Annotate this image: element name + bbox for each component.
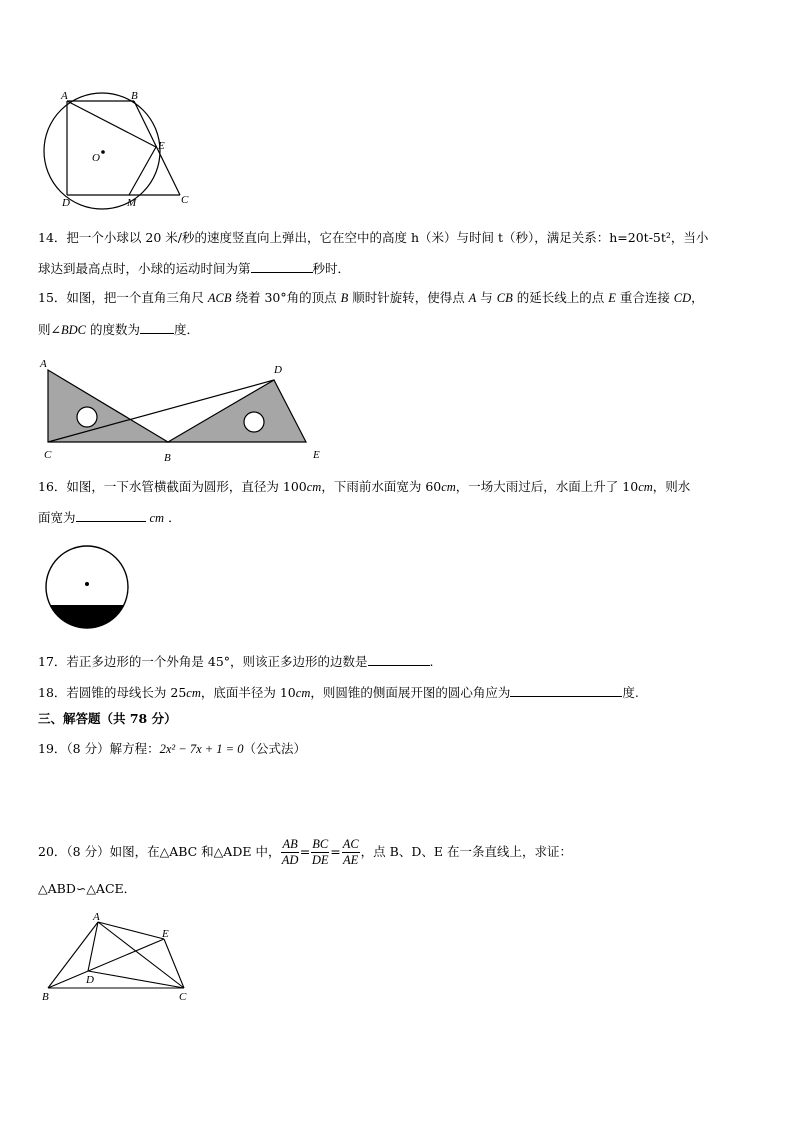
label-a: A xyxy=(61,90,68,102)
q18-text: ，则圆锥的侧面展开图的圆心角应为 xyxy=(310,685,511,700)
q15-var: ACB xyxy=(207,291,232,305)
figure-circle-trapezoid xyxy=(30,85,200,210)
q15-var: BDC xyxy=(60,323,86,337)
label-b: B xyxy=(131,90,138,102)
q20-statement: △ABD∽△ACE． xyxy=(38,881,137,896)
segment-dc xyxy=(88,971,184,988)
q16-unit: cm xyxy=(638,480,653,494)
figure-rotated-set-squares xyxy=(30,352,330,467)
q15-text: 与 xyxy=(476,290,497,305)
question-16-line-2 xyxy=(38,508,181,527)
triangle-bde xyxy=(168,380,306,442)
fraction-denominator: AE xyxy=(343,853,359,867)
segment-ae xyxy=(98,922,164,939)
q15-text: 则∠ xyxy=(38,322,61,337)
section-3-heading xyxy=(38,710,177,728)
answer-blank-15[interactable] xyxy=(140,320,174,334)
q15-text: 度． xyxy=(173,322,199,337)
label-b: B xyxy=(164,452,171,464)
q15-text: 的度数为 xyxy=(85,322,140,337)
center-dot xyxy=(85,582,89,586)
q16-text: 面宽为 xyxy=(38,510,76,525)
q16-text: ． xyxy=(168,510,181,525)
fraction-ab-ad xyxy=(281,837,298,868)
q15-text: 绕着 30°角的顶点 xyxy=(231,290,341,305)
segment-bc xyxy=(134,101,180,195)
label-c: C xyxy=(179,991,187,1003)
q14-text-3: 秒时． xyxy=(312,261,351,276)
center-dot xyxy=(101,150,105,154)
q16-unit: cm xyxy=(441,480,456,494)
hole-right xyxy=(244,412,264,432)
label-b: B xyxy=(42,991,49,1003)
q15-text: 15．如图，把一个直角三角尺 xyxy=(38,290,208,305)
q15-var: E xyxy=(608,291,616,305)
question-18 xyxy=(38,683,639,702)
fraction-ac-ae xyxy=(342,837,360,868)
q15-text: 重合连接 xyxy=(615,290,674,305)
label-d: D xyxy=(62,197,70,209)
fraction-numerator: AC xyxy=(342,837,359,851)
answer-blank-14[interactable] xyxy=(251,259,313,273)
section-3-title: 三、解答题（共 78 分） xyxy=(38,711,177,726)
q18-unit: cm xyxy=(295,686,311,700)
q16-text: ，则水 xyxy=(652,479,691,494)
triangle-acb xyxy=(48,370,168,442)
hole-left xyxy=(77,407,97,427)
fraction-bc-de xyxy=(311,837,329,868)
q15-var: A xyxy=(468,291,477,305)
q18-unit: cm xyxy=(186,686,201,700)
q14-text-2: 球达到最高点时，小球的运动时间为第 xyxy=(38,261,251,276)
q17-text: 17．若正多边形的一个外角是 45°，则该正多边形的边数是 xyxy=(38,654,368,669)
q14-text-1: 14．把一个小球以 20 米/秒的速度竖直向上弹出，它在空中的高度 h（米）与时间 t（秒），满足关系：h=20t-5t²，当小 xyxy=(38,230,709,245)
question-20-line-1 xyxy=(38,834,572,870)
q19-text: 19．（8 分）解方程： xyxy=(38,741,160,756)
question-15-line-2 xyxy=(38,320,199,339)
q16-text: ，下雨前水面宽为 xyxy=(321,479,426,494)
q15-text: ， xyxy=(691,290,704,305)
segment-ae xyxy=(67,101,156,147)
q19-text: （公式法） xyxy=(243,741,307,756)
q16-unit: cm xyxy=(149,511,165,525)
question-15-line-1 xyxy=(38,289,704,307)
q18-text: 18．若圆锥的母线长为 xyxy=(38,685,171,700)
figure-similar-triangles xyxy=(36,908,196,1008)
label-a: A xyxy=(93,911,100,923)
q16-unit: cm xyxy=(306,480,322,494)
q16-text: 16．如图，一下水管横截面为圆形，直径为 xyxy=(38,479,283,494)
q16-number: 60 xyxy=(425,479,442,494)
q18-text: ，底面半径为 xyxy=(200,685,280,700)
segment-em xyxy=(129,147,156,195)
question-17 xyxy=(38,652,434,671)
q18-number: 25 xyxy=(170,685,187,700)
label-e: E xyxy=(158,140,165,152)
q20-text: 20．（8 分）如图，在△ABC 和△ADE 中， xyxy=(38,844,281,859)
label-c: C xyxy=(44,449,52,461)
q18-text: 度. xyxy=(622,685,639,700)
q16-text: ，一场大雨过后，水面上升了 xyxy=(455,479,623,494)
fraction-numerator: AB xyxy=(282,837,298,851)
question-14-line-1 xyxy=(38,229,708,247)
q15-var: CB xyxy=(496,291,513,305)
label-a: A xyxy=(40,358,47,370)
label-d: D xyxy=(274,364,282,376)
question-16-line-1 xyxy=(38,478,690,496)
label-e: E xyxy=(162,928,169,940)
q15-text: 的延长线上的点 xyxy=(512,290,609,305)
q15-text: 顺时针旋转，使得点 xyxy=(348,290,469,305)
q19-equation: 2x² − 7x + 1 = 0 xyxy=(159,742,244,756)
q20-text: ，点 B、D、E 在一条直线上，求证： xyxy=(360,844,572,859)
answer-blank-17[interactable] xyxy=(368,652,430,666)
label-d: D xyxy=(86,974,94,986)
label-o: O xyxy=(92,152,100,164)
q15-var: CD xyxy=(673,291,692,305)
q15-var: B xyxy=(340,291,349,305)
question-19 xyxy=(38,740,306,758)
q18-number: 10 xyxy=(279,685,296,700)
fraction-denominator: DE xyxy=(311,853,329,867)
figure-pipe-cross-section xyxy=(40,545,136,635)
question-14-line-2 xyxy=(38,259,350,278)
answer-blank-18[interactable] xyxy=(510,683,622,697)
q16-number: 100 xyxy=(282,479,307,494)
equals-sign: = xyxy=(330,844,341,859)
question-20-line-2 xyxy=(38,880,136,898)
fraction-numerator: BC xyxy=(312,837,329,851)
answer-blank-16[interactable] xyxy=(76,508,146,522)
q17-text: . xyxy=(429,654,434,669)
equals-sign: = xyxy=(299,844,311,859)
label-m: M xyxy=(127,197,137,209)
label-c: C xyxy=(181,194,189,206)
label-e: E xyxy=(313,449,320,461)
segment-be xyxy=(48,939,164,988)
fraction-denominator: AD xyxy=(281,853,299,867)
q16-number: 10 xyxy=(622,479,639,494)
